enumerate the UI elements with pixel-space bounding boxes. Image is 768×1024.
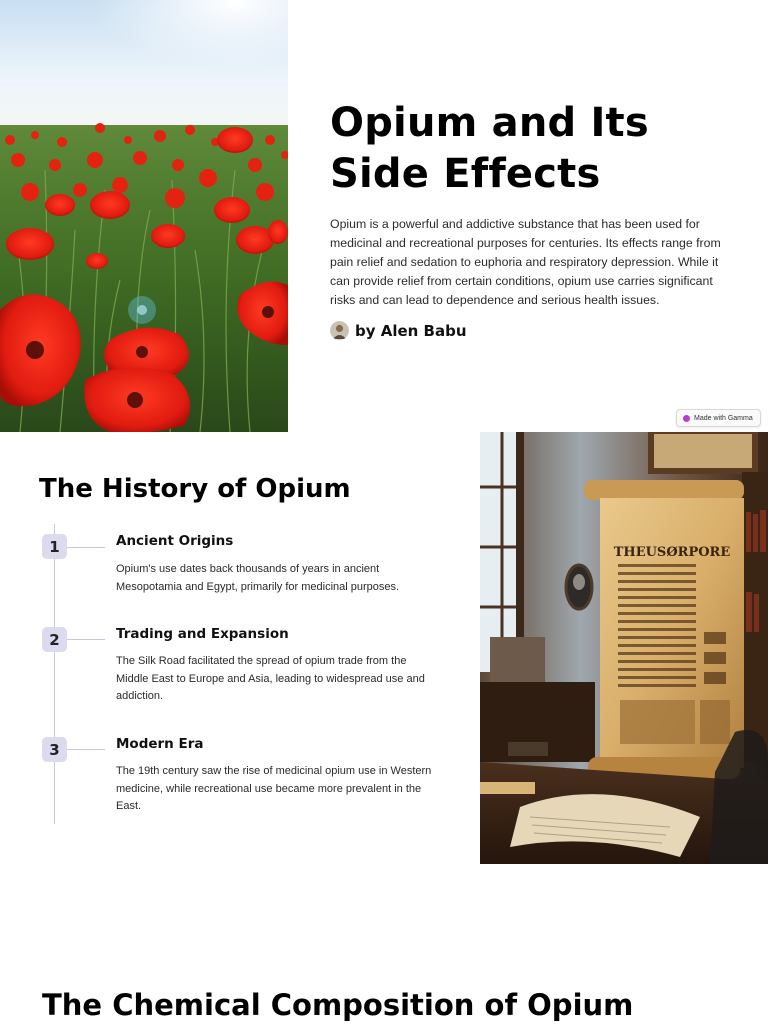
main-title-line-1: Opium and Its [330, 100, 649, 146]
poppy-field-image [0, 0, 288, 432]
title-block [330, 98, 740, 200]
main-title-line-2: Side Effects [330, 151, 601, 197]
timeline-heading: Trading and Expansion [116, 626, 289, 642]
gamma-logo-icon [683, 415, 690, 422]
timeline-number-badge: 1 [42, 534, 67, 559]
timeline-description: Opium's use dates back thousands of years in ancient Mesopotamia and Egypt, primarily for medicinal purposes. [116, 563, 400, 593]
timeline-description: The Silk Road facilitated the spread of opium trade from the Middle East to Europe and Asia, leading to widespread use and addiction. [116, 655, 425, 702]
timeline-connector [67, 749, 105, 750]
timeline-number-badge: 2 [42, 627, 67, 652]
made-with-gamma-badge[interactable] [676, 409, 761, 427]
timeline-line [54, 524, 55, 824]
timeline-number-badge: 3 [42, 737, 67, 762]
timeline-heading: Ancient Origins [116, 533, 234, 549]
timeline-connector [67, 639, 105, 640]
chemical-composition-title: The Chemical Composition of Opium [42, 988, 634, 1022]
avatar [330, 321, 349, 340]
scroll-title-text: THEUSØRPORE [613, 545, 731, 560]
historical-scroll-image [480, 432, 768, 864]
timeline-heading: Modern Era [116, 736, 204, 752]
timeline-description: The 19th century saw the rise of medicinal opium use in Western medicine, while recreational use became more prevalent in the East. [116, 765, 432, 812]
gamma-badge-label: Made with Gamma [694, 414, 753, 422]
author-byline [330, 321, 467, 340]
timeline-connector [67, 547, 105, 548]
author-name[interactable]: by Alen Babu [355, 321, 467, 340]
intro-paragraph: Opium is a powerful and addictive substance that has been used for medicinal and recreational purposes for centuries. Its effects range from pain relief and sedation to euphoria and respiratory depression. While it can provide relief from certain conditions, opium use carries significant risks and can lead to dependence and serious health issues. [330, 217, 721, 307]
history-section-title: The History of Opium [39, 474, 351, 504]
